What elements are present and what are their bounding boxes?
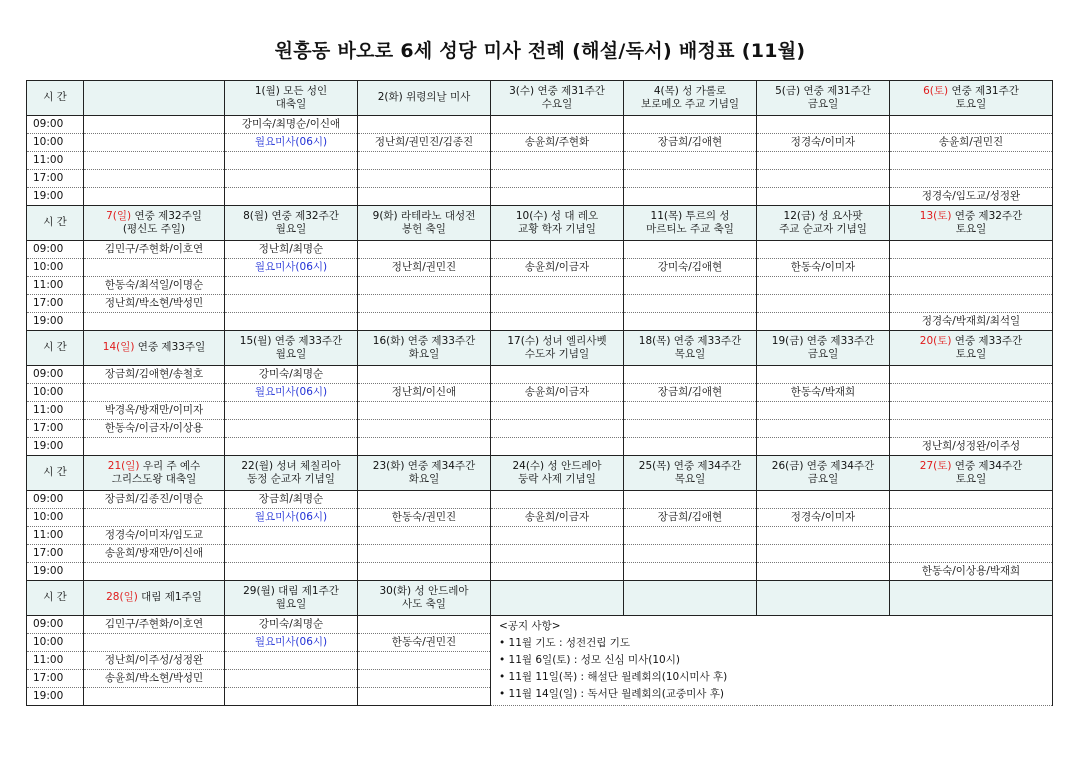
assignment-cell: 정경숙/박재희/최석일 (890, 313, 1053, 331)
assignment-cell (358, 170, 491, 188)
day-header (84, 81, 225, 116)
day-header (890, 456, 1053, 491)
assignment-cell (624, 563, 757, 581)
day-header-text: 16(화) 연중 제33주간 화요일 (372, 334, 476, 360)
assignment-cell: 한동숙/권민진 (358, 634, 491, 652)
assignment-cell: 송윤희/방재만/이신애 (84, 545, 225, 563)
assignment-cell (890, 402, 1053, 420)
assignment-cell (84, 188, 225, 206)
assignment-cell (358, 241, 491, 259)
assignment-cell: 강미숙/최명순 (225, 616, 358, 634)
assignment-cell: 송윤희/이금자 (491, 509, 624, 527)
assignment-cell (491, 277, 624, 295)
assignment-cell (624, 170, 757, 188)
time-row (27, 545, 1053, 563)
assignment-cell: 정경숙/이미자 (757, 134, 890, 152)
day-header (358, 581, 491, 616)
day-header (225, 331, 358, 366)
assignment-cell: 장금희/김애현 (624, 134, 757, 152)
time-header: 시 간 (27, 456, 84, 491)
assignment-cell (491, 491, 624, 509)
assignment-cell: 정난희/이주성/성정완 (84, 652, 225, 670)
time-cell: 19:00 (27, 688, 84, 706)
time-cell: 19:00 (27, 563, 84, 581)
day-header-text: 18(목) 연중 제33주간 목요일 (638, 334, 742, 360)
time-cell: 09:00 (27, 366, 84, 384)
day-header (358, 206, 491, 241)
time-row (27, 438, 1053, 456)
assignment-cell: 한동숙/이상용/박재희 (890, 563, 1053, 581)
day-header-text: 15(월) 연중 제33주간 월요일 (239, 334, 343, 360)
time-row (27, 295, 1053, 313)
time-cell: 19:00 (27, 188, 84, 206)
day-header (890, 206, 1053, 241)
assignment-cell (624, 527, 757, 545)
day-header-text: 30(화) 성 안드레아 사도 축일 (379, 584, 469, 610)
time-cell: 11:00 (27, 652, 84, 670)
assignment-cell (890, 152, 1053, 170)
week-header-row (27, 581, 1053, 616)
day-header (624, 81, 757, 116)
time-cell: 19:00 (27, 438, 84, 456)
holiday-date: 21(일) (107, 459, 140, 472)
assignment-cell (491, 241, 624, 259)
day-header (757, 581, 890, 616)
assignment-cell (225, 277, 358, 295)
time-header: 시 간 (27, 81, 84, 116)
assignment-cell (890, 420, 1053, 438)
assignment-cell (890, 277, 1053, 295)
assignment-cell (757, 545, 890, 563)
time-header: 시 간 (27, 581, 84, 616)
time-row (27, 402, 1053, 420)
day-header (358, 456, 491, 491)
notice-box (491, 616, 1053, 706)
time-header: 시 간 (27, 331, 84, 366)
time-cell: 17:00 (27, 670, 84, 688)
assignment-cell (491, 295, 624, 313)
day-header-text: 12(금) 성 요사팟 주교 순교자 기념일 (779, 209, 867, 235)
day-header-text: 연중 제31주간 토요일 (951, 84, 1019, 110)
assignment-cell (624, 295, 757, 313)
assignment-cell (890, 116, 1053, 134)
assignment-cell (624, 241, 757, 259)
day-header-text: 8(월) 연중 제32주간 월요일 (243, 209, 339, 235)
time-cell: 17:00 (27, 545, 84, 563)
time-row (27, 384, 1053, 402)
assignment-cell (491, 402, 624, 420)
assignment-cell: 송윤희/주현화 (491, 134, 624, 152)
assignment-cell (757, 438, 890, 456)
week-header-row (27, 331, 1053, 366)
assignment-cell (757, 527, 890, 545)
day-header (358, 81, 491, 116)
assignment-cell: 정경숙/이미자 (757, 509, 890, 527)
assignment-cell (624, 420, 757, 438)
day-header-text: 연중 제33주간 토요일 (954, 334, 1023, 360)
assignment-cell (84, 170, 225, 188)
day-header (84, 331, 225, 366)
assignment-cell (358, 313, 491, 331)
day-header-text: 1(월) 모든 성인 대축일 (254, 84, 328, 110)
assignment-cell (358, 652, 491, 670)
time-cell: 17:00 (27, 420, 84, 438)
assignment-cell: 월요미사(06시) (225, 634, 358, 652)
holiday-date: 13(토) (919, 209, 952, 222)
day-header-text: 17(수) 성녀 엘리사벳 수도자 기념일 (507, 334, 607, 360)
day-header (84, 581, 225, 616)
day-header-text: 24(수) 성 안드레아 둥락 사제 기념일 (512, 459, 602, 485)
holiday-date: 28(일) (106, 591, 138, 604)
assignment-cell (491, 152, 624, 170)
time-cell: 10:00 (27, 259, 84, 277)
assignment-cell (491, 366, 624, 384)
day-header (757, 456, 890, 491)
day-header (624, 581, 757, 616)
assignment-cell (225, 545, 358, 563)
assignment-cell: 월요미사(06시) (225, 509, 358, 527)
day-header-text: 2(화) 위령의날 미사 (377, 91, 471, 104)
assignment-cell (358, 545, 491, 563)
assignment-cell (624, 438, 757, 456)
day-header (84, 456, 225, 491)
day-header-text: 29(월) 대림 제1주간 월요일 (243, 584, 339, 610)
assignment-cell (225, 438, 358, 456)
assignment-cell (84, 384, 225, 402)
day-header (624, 331, 757, 366)
assignment-cell (757, 295, 890, 313)
assignment-cell (890, 545, 1053, 563)
assignment-cell (491, 527, 624, 545)
assignment-cell (624, 152, 757, 170)
day-header-text: 26(금) 연중 제34주간 금요일 (771, 459, 875, 485)
assignment-cell (225, 295, 358, 313)
assignment-cell: 한동숙/이미자 (757, 259, 890, 277)
assignment-cell (225, 527, 358, 545)
assignment-cell (358, 366, 491, 384)
day-header (890, 581, 1053, 616)
assignment-cell (757, 491, 890, 509)
time-row (27, 259, 1053, 277)
assignment-cell (624, 277, 757, 295)
week-header-row (27, 456, 1053, 491)
day-header-text: 10(수) 성 대 레오 교황 학자 기념일 (515, 209, 599, 235)
time-cell: 11:00 (27, 402, 84, 420)
assignment-cell (757, 152, 890, 170)
time-header: 시 간 (27, 206, 84, 241)
assignment-cell (358, 420, 491, 438)
assignment-cell (624, 491, 757, 509)
time-row (27, 366, 1053, 384)
assignment-cell (890, 295, 1053, 313)
assignment-cell: 장금희/김애현 (624, 384, 757, 402)
time-cell: 09:00 (27, 241, 84, 259)
assignment-cell (84, 134, 225, 152)
day-header (225, 456, 358, 491)
assignment-cell: 김민구/주현화/이호연 (84, 616, 225, 634)
assignment-cell (757, 277, 890, 295)
assignment-cell: 정난희/권민진/김종진 (358, 134, 491, 152)
day-header (491, 331, 624, 366)
time-cell: 10:00 (27, 134, 84, 152)
day-header-text: 대림 제1주일 (137, 591, 202, 604)
assignment-cell: 정난희/최명순 (225, 241, 358, 259)
notice-item: • 11월 11일(목) : 해설단 월례회의(10시미사 후) (499, 671, 728, 683)
assignment-cell: 정난희/이신애 (358, 384, 491, 402)
assignment-cell: 정난희/성정완/이주성 (890, 438, 1053, 456)
day-header-text: 25(목) 연중 제34주간 목요일 (638, 459, 742, 485)
assignment-cell (624, 402, 757, 420)
time-cell: 11:00 (27, 152, 84, 170)
day-header (757, 331, 890, 366)
assignment-cell: 장금희/김종진/이명순 (84, 491, 225, 509)
assignment-cell: 송윤희/권민진 (890, 134, 1053, 152)
assignment-cell (358, 563, 491, 581)
day-header-text: 11(목) 투르의 성 마르티노 주교 축일 (646, 209, 734, 235)
assignment-cell (757, 563, 890, 581)
assignment-cell: 정경숙/임도교/성정완 (890, 188, 1053, 206)
assignment-cell (225, 563, 358, 581)
assignment-cell: 한동숙/박재희 (757, 384, 890, 402)
assignment-cell (757, 241, 890, 259)
assignment-cell (84, 259, 225, 277)
assignment-cell (890, 366, 1053, 384)
assignment-cell (225, 402, 358, 420)
assignment-cell (358, 670, 491, 688)
day-header (757, 206, 890, 241)
time-row (27, 313, 1053, 331)
assignment-cell (84, 116, 225, 134)
assignment-cell: 월요미사(06시) (225, 384, 358, 402)
day-header-text: 19(금) 연중 제33주간 금요일 (771, 334, 875, 360)
assignment-cell (225, 420, 358, 438)
day-header (491, 456, 624, 491)
assignment-cell (358, 277, 491, 295)
assignment-cell (624, 366, 757, 384)
time-row (27, 241, 1053, 259)
assignment-cell: 송윤희/이금자 (491, 384, 624, 402)
assignment-cell (757, 366, 890, 384)
notice-title: <공지 사항> (499, 620, 561, 632)
assignment-cell (225, 170, 358, 188)
assignment-cell: 한동숙/이금자/이상용 (84, 420, 225, 438)
day-header-text: 5(금) 연중 제31주간 금요일 (775, 84, 871, 110)
assignment-cell (890, 509, 1053, 527)
assignment-cell (225, 188, 358, 206)
assignment-cell (890, 527, 1053, 545)
time-cell: 10:00 (27, 509, 84, 527)
time-row (27, 116, 1053, 134)
day-header (624, 206, 757, 241)
notice-item: • 11월 14일(일) : 독서단 월례회의(교중미사 후) (499, 688, 725, 700)
assignment-cell: 김민구/주현화/이호연 (84, 241, 225, 259)
holiday-date: 6(토) (923, 84, 949, 97)
assignment-cell: 장금희/김애현 (624, 509, 757, 527)
assignment-cell (225, 313, 358, 331)
assignment-cell: 정난희/박소현/박성민 (84, 295, 225, 313)
assignment-cell (358, 295, 491, 313)
assignment-cell (225, 688, 358, 706)
week-header-row (27, 206, 1053, 241)
day-header-text: 9(화) 라테라노 대성전 봉헌 축일 (372, 209, 476, 235)
assignment-cell: 강미숙/최명순 (225, 366, 358, 384)
assignment-cell (757, 116, 890, 134)
assignment-cell (624, 545, 757, 563)
assignment-cell (890, 491, 1053, 509)
day-header (225, 206, 358, 241)
time-row (27, 134, 1053, 152)
day-header (358, 331, 491, 366)
assignment-cell (84, 313, 225, 331)
assignment-cell (491, 563, 624, 581)
assignment-cell (491, 420, 624, 438)
day-header (624, 456, 757, 491)
time-row (27, 420, 1053, 438)
assignment-cell (358, 688, 491, 706)
assignment-cell (84, 634, 225, 652)
day-header (225, 81, 358, 116)
assignment-cell: 장금희/최명순 (225, 491, 358, 509)
assignment-cell (358, 116, 491, 134)
time-cell: 17:00 (27, 170, 84, 188)
day-header-text: 연중 제34주간 토요일 (954, 459, 1023, 485)
assignment-cell (890, 259, 1053, 277)
assignment-cell (225, 670, 358, 688)
assignment-cell (757, 170, 890, 188)
assignment-cell: 정난희/권민진 (358, 259, 491, 277)
assignment-cell: 한동숙/최석일/이명순 (84, 277, 225, 295)
assignment-cell (491, 116, 624, 134)
time-row (27, 277, 1053, 295)
time-row (27, 170, 1053, 188)
time-cell: 10:00 (27, 384, 84, 402)
assignment-cell: 장금희/김애현/송철호 (84, 366, 225, 384)
day-header-text: 연중 제32주일 (평신도 주일) (122, 209, 202, 235)
assignment-cell (890, 170, 1053, 188)
assignment-cell: 송윤희/이금자 (491, 259, 624, 277)
assignment-cell (757, 402, 890, 420)
assignment-cell (624, 313, 757, 331)
schedule-table (26, 80, 1053, 706)
assignment-cell (225, 652, 358, 670)
day-header (890, 81, 1053, 116)
assignment-cell (358, 438, 491, 456)
day-header (491, 206, 624, 241)
assignment-cell (225, 152, 358, 170)
day-header-text: 4(목) 성 가롤로 보로메오 주교 기념일 (641, 84, 739, 110)
day-header-text: 22(월) 성녀 체칠리아 동정 순교자 기념일 (241, 459, 341, 485)
day-header-text: 3(수) 연중 제31주간 수요일 (509, 84, 605, 110)
day-header-text: 연중 제32주간 토요일 (954, 209, 1023, 235)
holiday-date: 27(토) (919, 459, 952, 472)
assignment-cell: 월요미사(06시) (225, 134, 358, 152)
assignment-cell (358, 402, 491, 420)
time-cell: 09:00 (27, 491, 84, 509)
time-cell: 17:00 (27, 295, 84, 313)
assignment-cell (358, 152, 491, 170)
time-row (27, 152, 1053, 170)
assignment-cell (84, 509, 225, 527)
assignment-cell (358, 527, 491, 545)
day-header (890, 331, 1053, 366)
time-cell: 10:00 (27, 634, 84, 652)
notice-item: • 11월 기도 : 성전건립 기도 (499, 637, 631, 649)
assignment-cell: 한동숙/권민진 (358, 509, 491, 527)
week-header-row (27, 81, 1053, 116)
assignment-cell: 정경숙/이미자/임도교 (84, 527, 225, 545)
assignment-cell: 월요미사(06시) (225, 259, 358, 277)
day-header (225, 581, 358, 616)
assignment-cell: 강미숙/김애현 (624, 259, 757, 277)
time-cell: 09:00 (27, 116, 84, 134)
day-header-text: 우리 주 예수 그리스도왕 대축일 (111, 459, 201, 485)
time-row (27, 491, 1053, 509)
assignment-cell: 송윤희/박소현/박성민 (84, 670, 225, 688)
holiday-date: 7(일) (106, 209, 132, 222)
assignment-cell: 강미숙/최명순/이신애 (225, 116, 358, 134)
time-cell: 19:00 (27, 313, 84, 331)
assignment-cell (757, 313, 890, 331)
assignment-cell (491, 545, 624, 563)
time-cell: 09:00 (27, 616, 84, 634)
assignment-cell (491, 313, 624, 331)
assignment-cell: 박경옥/방재만/이미자 (84, 402, 225, 420)
assignment-cell (84, 688, 225, 706)
assignment-cell (84, 152, 225, 170)
day-header (757, 81, 890, 116)
assignment-cell (624, 116, 757, 134)
assignment-cell (491, 170, 624, 188)
time-row (27, 527, 1053, 545)
time-row (27, 509, 1053, 527)
time-cell: 11:00 (27, 527, 84, 545)
assignment-cell (84, 563, 225, 581)
time-row (27, 563, 1053, 581)
time-row (27, 188, 1053, 206)
day-header (491, 81, 624, 116)
assignment-cell (890, 384, 1053, 402)
day-header-text: 연중 제33주일 (134, 341, 206, 354)
page-title: 원흥동 바오로 6세 성당 미사 전례 (해설/독서) 배정표 (11월) (274, 40, 806, 62)
day-header (84, 206, 225, 241)
assignment-cell (624, 188, 757, 206)
assignment-cell (890, 241, 1053, 259)
holiday-date: 14(일) (102, 341, 135, 354)
notice-item: • 11월 6일(토) : 성모 신심 미사(10시) (499, 654, 680, 666)
day-header-text: 23(화) 연중 제34주간 화요일 (372, 459, 476, 485)
assignment-cell (358, 616, 491, 634)
assignment-cell (491, 438, 624, 456)
assignment-cell (358, 491, 491, 509)
time-cell: 11:00 (27, 277, 84, 295)
day-header (491, 581, 624, 616)
assignment-cell (757, 420, 890, 438)
assignment-cell (757, 188, 890, 206)
assignment-cell (84, 438, 225, 456)
holiday-date: 20(토) (919, 334, 952, 347)
time-row (27, 616, 1053, 634)
assignment-cell (358, 188, 491, 206)
assignment-cell (491, 188, 624, 206)
